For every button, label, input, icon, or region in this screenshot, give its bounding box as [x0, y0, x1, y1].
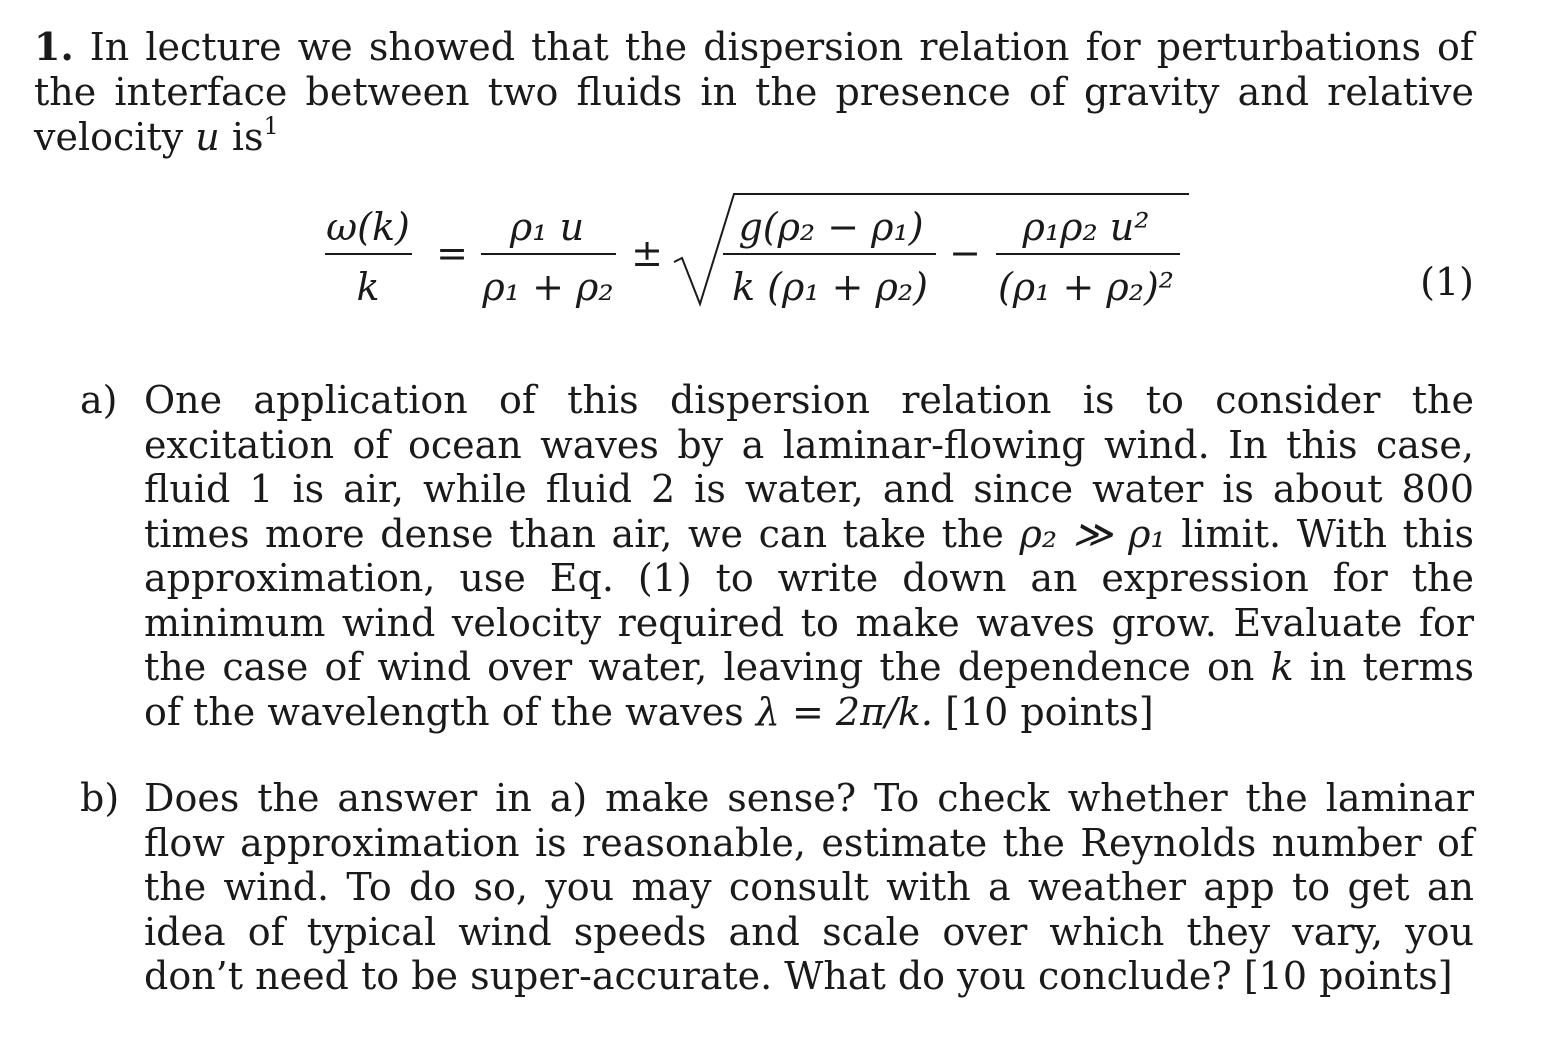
lhs-denominator-text: k	[356, 265, 380, 309]
lhs-numerator-text: ω(k)	[326, 205, 410, 249]
part-a-lambda-expression: λ = 2π/k.	[755, 689, 933, 734]
dispersion-equation	[34, 160, 1474, 378]
term2-denominator: k (ρ₁ + ρ₂)	[732, 265, 928, 309]
part-a-limit-expression: ρ₂ ≫ ρ₁	[1019, 511, 1166, 556]
part-b-points: [10 points]	[1243, 954, 1453, 998]
part-a-text-3: in terms of the wavelength of the waves	[144, 645, 1474, 734]
part-a-variable-k: k	[1270, 645, 1294, 689]
part-a-text-1: One application of this dispersion relation is to consider the excitation of ocean waves by a laminar-flowing wind. In this case, fluid 1 is air, while fluid 2 is water, and since water is about 800 times more dense than air, we can take the	[144, 378, 1474, 556]
problem-intro	[34, 24, 1474, 160]
part-b-text: Does the answer in a) make sense? To check whether the laminar flow approximation is reasonable, estimate the Reynolds number of the wind. To do so, you may consult with a weather app to get an idea of typical wind speeds and scale over which they vary, you don’t need to be super-accurate. What do you conclude?	[144, 776, 1474, 998]
problem-page	[34, 24, 1474, 999]
equation-tag: (1)	[1420, 260, 1474, 304]
part-a-label: a)	[80, 378, 118, 422]
part-b-label: b)	[80, 776, 120, 820]
term1-numerator: ρ₁ u	[509, 205, 585, 249]
term3-numerator: ρ₁ρ₂ u²	[1022, 205, 1150, 249]
term2-numerator: g(ρ₂ − ρ₁)	[738, 205, 924, 249]
part-b	[34, 776, 1474, 999]
footnote-mark: 1	[263, 112, 279, 140]
plus-minus-sign: ±	[631, 231, 663, 275]
equation-graphic	[34, 160, 1474, 378]
equals-sign: =	[436, 231, 468, 275]
intro-text: In lecture we showed that the dispersion relation for perturbations of the interface between two fluids in the presence of gravity and relative velocity	[34, 25, 1474, 159]
intro-variable-u: u	[195, 115, 220, 159]
part-a-points: [10 points]	[945, 689, 1154, 734]
minus-sign: −	[949, 231, 981, 275]
intro-text-end: is	[231, 115, 264, 159]
problem-number: 1.	[34, 24, 74, 69]
part-a-text-2: limit. With this approximation, use Eq. (1) to write down an expression for the minimum wind velocity required to make waves grow. Evaluate for the case of wind over water, leaving the dependence on	[144, 511, 1474, 689]
part-a	[34, 378, 1474, 734]
term3-denominator: (ρ₁ + ρ₂)²	[997, 265, 1175, 309]
term1-denominator: ρ₁ + ρ₂	[482, 265, 614, 309]
